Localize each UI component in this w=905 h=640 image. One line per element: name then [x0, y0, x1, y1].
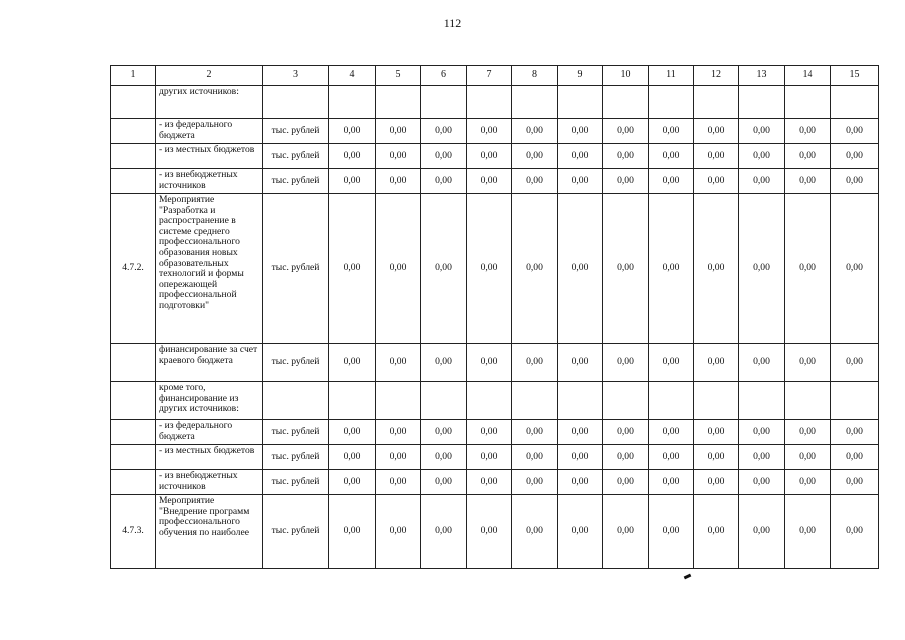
column-number-3: 3	[263, 66, 329, 86]
column-number-14: 14	[785, 66, 831, 86]
value-cell: 0,00	[785, 495, 831, 569]
value-cell: 0,00	[785, 445, 831, 470]
column-number-5: 5	[376, 66, 421, 86]
column-number-13: 13	[739, 66, 785, 86]
value-cell: 0,00	[694, 344, 739, 382]
value-cell: 0,00	[649, 344, 694, 382]
value-cell	[694, 86, 739, 119]
value-cell: 0,00	[329, 119, 376, 144]
value-cell: 0,00	[467, 169, 512, 194]
value-cell	[467, 382, 512, 420]
value-cell: 0,00	[512, 344, 558, 382]
row-unit: тыс. рублей	[263, 144, 329, 169]
column-number-12: 12	[694, 66, 739, 86]
value-cell: 0,00	[603, 420, 649, 445]
value-cell: 0,00	[831, 495, 879, 569]
value-cell: 0,00	[467, 344, 512, 382]
value-cell: 0,00	[739, 470, 785, 495]
value-cell: 0,00	[329, 344, 376, 382]
value-cell: 0,00	[467, 420, 512, 445]
value-cell	[558, 86, 603, 119]
table-row	[111, 420, 879, 445]
value-cell	[785, 382, 831, 420]
row-name: - из внебюджетных источников	[156, 470, 263, 495]
value-cell: 0,00	[739, 119, 785, 144]
row-unit: тыс. рублей	[263, 495, 329, 569]
value-cell	[512, 382, 558, 420]
value-cell: 0,00	[558, 470, 603, 495]
column-number-2: 2	[156, 66, 263, 86]
value-cell: 0,00	[603, 445, 649, 470]
value-cell	[558, 382, 603, 420]
value-cell: 0,00	[694, 470, 739, 495]
table-row	[111, 382, 879, 420]
value-cell: 0,00	[421, 445, 467, 470]
column-number-header-row	[111, 66, 879, 86]
column-number-4: 4	[329, 66, 376, 86]
value-cell: 0,00	[421, 194, 467, 344]
row-code	[111, 470, 156, 495]
value-cell: 0,00	[512, 119, 558, 144]
value-cell: 0,00	[329, 495, 376, 569]
value-cell: 0,00	[512, 495, 558, 569]
row-name: финансирование за счет краевого бюджета	[156, 344, 263, 382]
value-cell: 0,00	[739, 194, 785, 344]
value-cell: 0,00	[467, 470, 512, 495]
column-number-11: 11	[649, 66, 694, 86]
row-name: - из федерального бюджета	[156, 420, 263, 445]
row-code: 4.7.3.	[111, 495, 156, 569]
value-cell: 0,00	[467, 445, 512, 470]
value-cell: 0,00	[376, 470, 421, 495]
value-cell	[512, 86, 558, 119]
table-row	[111, 144, 879, 169]
value-cell: 0,00	[329, 194, 376, 344]
value-cell: 0,00	[512, 169, 558, 194]
value-cell: 0,00	[512, 445, 558, 470]
row-code	[111, 420, 156, 445]
value-cell: 0,00	[421, 420, 467, 445]
value-cell: 0,00	[739, 169, 785, 194]
row-unit: тыс. рублей	[263, 169, 329, 194]
table-row	[111, 169, 879, 194]
value-cell: 0,00	[512, 420, 558, 445]
value-cell: 0,00	[785, 420, 831, 445]
value-cell: 0,00	[649, 420, 694, 445]
row-unit: тыс. рублей	[263, 194, 329, 344]
table-row	[111, 344, 879, 382]
column-number-8: 8	[512, 66, 558, 86]
value-cell: 0,00	[329, 169, 376, 194]
value-cell	[376, 382, 421, 420]
row-name: - из местных бюджетов	[156, 144, 263, 169]
value-cell: 0,00	[558, 119, 603, 144]
value-cell: 0,00	[376, 445, 421, 470]
value-cell: 0,00	[512, 194, 558, 344]
row-name: Мероприятие "Внедрение программ профессионального обучения по наиболее	[156, 495, 263, 569]
value-cell	[421, 86, 467, 119]
table-row	[111, 86, 879, 119]
value-cell: 0,00	[739, 144, 785, 169]
value-cell	[785, 86, 831, 119]
row-unit: тыс. рублей	[263, 119, 329, 144]
value-cell: 0,00	[329, 470, 376, 495]
value-cell: 0,00	[831, 169, 879, 194]
value-cell: 0,00	[785, 344, 831, 382]
value-cell: 0,00	[831, 445, 879, 470]
row-name: кроме того, финансирование из других источников:	[156, 382, 263, 420]
row-code	[111, 382, 156, 420]
value-cell: 0,00	[421, 495, 467, 569]
value-cell: 0,00	[831, 344, 879, 382]
value-cell: 0,00	[558, 344, 603, 382]
value-cell	[603, 382, 649, 420]
value-cell: 0,00	[785, 119, 831, 144]
value-cell	[421, 382, 467, 420]
row-code	[111, 86, 156, 119]
value-cell: 0,00	[649, 144, 694, 169]
row-code: 4.7.2.	[111, 194, 156, 344]
row-unit: тыс. рублей	[263, 445, 329, 470]
value-cell	[376, 86, 421, 119]
value-cell: 0,00	[785, 470, 831, 495]
row-unit: тыс. рублей	[263, 344, 329, 382]
value-cell: 0,00	[558, 445, 603, 470]
value-cell: 0,00	[739, 495, 785, 569]
value-cell: 0,00	[467, 194, 512, 344]
value-cell: 0,00	[558, 169, 603, 194]
value-cell: 0,00	[739, 420, 785, 445]
row-name: - из федерального бюджета	[156, 119, 263, 144]
column-number-15: 15	[831, 66, 879, 86]
value-cell: 0,00	[558, 144, 603, 169]
value-cell: 0,00	[467, 495, 512, 569]
value-cell: 0,00	[558, 194, 603, 344]
value-cell: 0,00	[421, 344, 467, 382]
table-row	[111, 495, 879, 569]
value-cell: 0,00	[785, 169, 831, 194]
value-cell: 0,00	[694, 144, 739, 169]
row-name: - из внебюджетных источников	[156, 169, 263, 194]
value-cell: 0,00	[694, 420, 739, 445]
value-cell: 0,00	[376, 169, 421, 194]
value-cell: 0,00	[785, 144, 831, 169]
row-name: других источников:	[156, 86, 263, 119]
row-code	[111, 344, 156, 382]
value-cell: 0,00	[467, 144, 512, 169]
value-cell: 0,00	[739, 344, 785, 382]
value-cell: 0,00	[785, 194, 831, 344]
value-cell: 0,00	[603, 144, 649, 169]
column-number-10: 10	[603, 66, 649, 86]
value-cell: 0,00	[421, 144, 467, 169]
value-cell: 0,00	[512, 470, 558, 495]
value-cell: 0,00	[558, 495, 603, 569]
value-cell	[739, 86, 785, 119]
stray-mark	[684, 574, 692, 580]
value-cell	[831, 86, 879, 119]
row-name: Мероприятие "Разработка и распространение в системе среднего профессионального образования новых образовательных технологий и формы опережающей профессиональной подготовки"	[156, 194, 263, 344]
row-unit	[263, 382, 329, 420]
table-row	[111, 194, 879, 344]
value-cell: 0,00	[376, 420, 421, 445]
page-number: 112	[443, 16, 462, 30]
value-cell: 0,00	[649, 470, 694, 495]
value-cell: 0,00	[831, 420, 879, 445]
value-cell: 0,00	[694, 119, 739, 144]
value-cell: 0,00	[558, 420, 603, 445]
row-code	[111, 445, 156, 470]
value-cell: 0,00	[421, 119, 467, 144]
value-cell: 0,00	[831, 194, 879, 344]
value-cell: 0,00	[831, 144, 879, 169]
value-cell: 0,00	[739, 445, 785, 470]
value-cell	[649, 86, 694, 119]
value-cell	[694, 382, 739, 420]
row-unit: тыс. рублей	[263, 420, 329, 445]
row-code	[111, 119, 156, 144]
value-cell: 0,00	[649, 445, 694, 470]
column-number-7: 7	[467, 66, 512, 86]
row-code	[111, 169, 156, 194]
value-cell: 0,00	[694, 194, 739, 344]
value-cell: 0,00	[512, 144, 558, 169]
value-cell: 0,00	[694, 169, 739, 194]
value-cell: 0,00	[694, 445, 739, 470]
value-cell: 0,00	[603, 344, 649, 382]
value-cell: 0,00	[603, 119, 649, 144]
value-cell: 0,00	[649, 119, 694, 144]
value-cell: 0,00	[329, 445, 376, 470]
value-cell: 0,00	[376, 194, 421, 344]
table-row	[111, 470, 879, 495]
table-row	[111, 119, 879, 144]
value-cell: 0,00	[603, 169, 649, 194]
value-cell: 0,00	[603, 470, 649, 495]
value-cell: 0,00	[376, 119, 421, 144]
value-cell: 0,00	[831, 119, 879, 144]
value-cell: 0,00	[376, 144, 421, 169]
value-cell: 0,00	[694, 495, 739, 569]
value-cell: 0,00	[467, 119, 512, 144]
value-cell: 0,00	[376, 495, 421, 569]
value-cell	[649, 382, 694, 420]
value-cell: 0,00	[649, 495, 694, 569]
value-cell	[329, 382, 376, 420]
value-cell: 0,00	[831, 470, 879, 495]
row-unit: тыс. рублей	[263, 470, 329, 495]
value-cell: 0,00	[421, 470, 467, 495]
column-number-1: 1	[111, 66, 156, 86]
value-cell	[329, 86, 376, 119]
row-code	[111, 144, 156, 169]
value-cell	[603, 86, 649, 119]
value-cell: 0,00	[603, 194, 649, 344]
value-cell: 0,00	[421, 169, 467, 194]
value-cell	[739, 382, 785, 420]
value-cell: 0,00	[603, 495, 649, 569]
row-unit	[263, 86, 329, 119]
value-cell: 0,00	[329, 420, 376, 445]
column-number-9: 9	[558, 66, 603, 86]
value-cell	[831, 382, 879, 420]
value-cell: 0,00	[649, 194, 694, 344]
table-row	[111, 445, 879, 470]
value-cell: 0,00	[376, 344, 421, 382]
value-cell: 0,00	[329, 144, 376, 169]
column-number-6: 6	[421, 66, 467, 86]
budget-table	[110, 65, 879, 569]
row-name: - из местных бюджетов	[156, 445, 263, 470]
value-cell	[467, 86, 512, 119]
value-cell: 0,00	[649, 169, 694, 194]
